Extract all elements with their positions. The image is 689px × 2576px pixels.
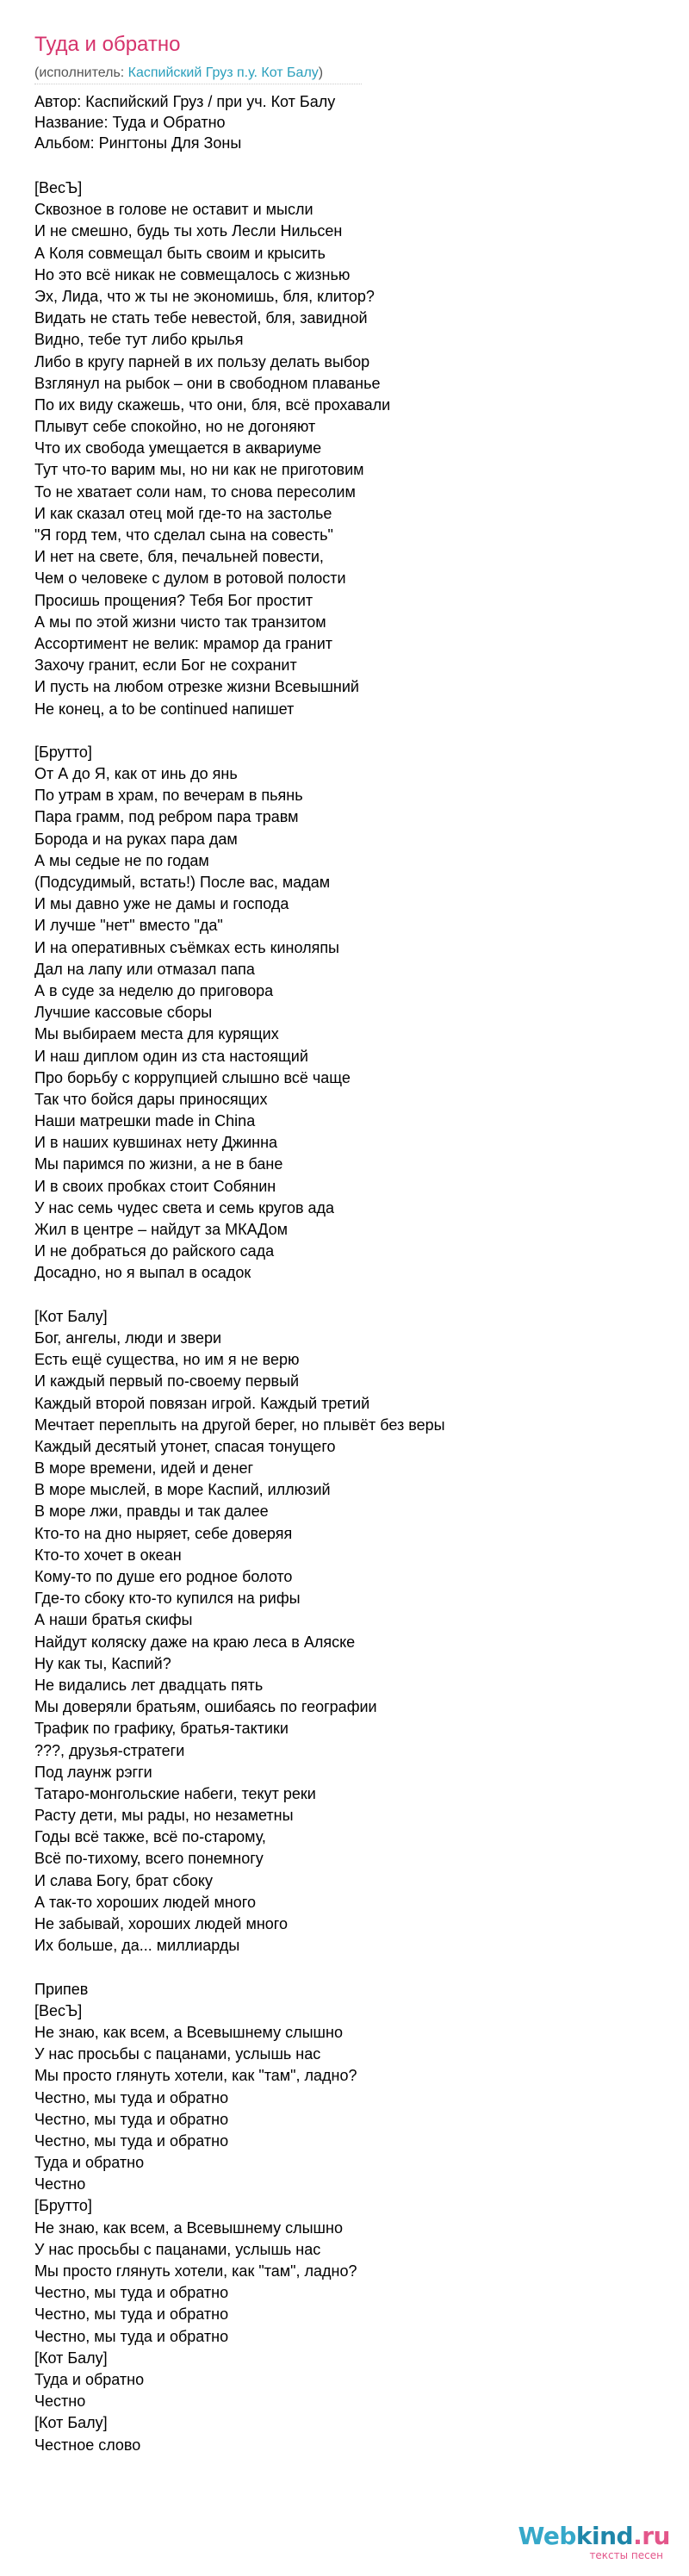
lyric-line: Годы всё также, всё по-старому,	[34, 1828, 266, 1846]
lyric-line: А мы по этой жизни чисто так транзитом	[34, 613, 326, 631]
lyric-line: И в наших кувшинах нету Джинна	[34, 1134, 278, 1152]
lyric-line: Честно, мы туда и обратно	[34, 2284, 229, 2302]
lyric-line: Так что бойся дары приносящих	[34, 1090, 268, 1108]
lyric-line: Их больше, да... миллиарды	[34, 1937, 240, 1955]
lyric-line: Честно, мы туда и обратно	[34, 2110, 229, 2128]
lyric-line: Тут что-то варим мы, но ни как не приготовим	[34, 461, 364, 479]
lyric-line: Каждый второй повязан игрой. Каждый третий	[34, 1394, 370, 1412]
lyric-line: Честно, мы туда и обратно	[34, 2305, 229, 2324]
lyric-line: [Кот Балу]	[34, 2349, 108, 2367]
meta-name: Название: Туда и Обратно	[34, 114, 226, 131]
lyric-line: А Коля совмещал быть своим и крысить	[34, 244, 326, 262]
lyric-line: И слава Богу, брат сбоку	[34, 1871, 213, 1889]
lyric-line: То не хватает соли нам, то снова пересолим	[34, 482, 356, 501]
lyric-line: Мечтает переплыть на другой берег, но плывёт без веры	[34, 1416, 445, 1434]
lyric-line: Мы выбираем места для курящих	[34, 1025, 279, 1043]
meta-author: Автор: Каспийский Груз / при уч. Кот Балу	[34, 93, 336, 110]
lyric-line: Честно, мы туда и обратно	[34, 2131, 229, 2150]
artist-prefix: (исполнитель:	[34, 65, 128, 80]
lyric-line: [Брутто]	[34, 743, 92, 761]
lyric-line: Каждый десятый утонет, спасая тонущего	[34, 1437, 336, 1455]
song-title: Туда и обратно	[34, 33, 181, 56]
lyric-line: Под лаунж рэгги	[34, 1763, 152, 1781]
lyric-line: Чем о человеке с дулом в ротовой полости	[34, 569, 346, 588]
lyric-line: (Подсудимый, встать!) После вас, мадам	[34, 874, 331, 891]
lyric-line: "Я горд тем, что сделал сына на совесть"	[34, 526, 333, 544]
lyric-line: Найдут коляску даже на краю леса в Аляске	[34, 1633, 356, 1651]
lyric-line: Кто-то на дно ныряет, себе доверяя	[34, 1524, 293, 1542]
lyric-line: Трафик по графику, братья-тактики	[34, 1720, 289, 1738]
lyric-line: Мы паримся по жизни, а не в бане	[34, 1155, 283, 1173]
lyric-line: Кто-то хочет в океан	[34, 1546, 182, 1564]
lyric-line: Не конец, а to be continued напишет	[34, 700, 295, 718]
lyric-line: Припев	[34, 1980, 89, 1998]
lyric-line: Про борьбу с коррупцией слышно всё чаще	[34, 1068, 351, 1086]
lyric-line: Эх, Лида, что ж ты не экономишь, бля, клитор?	[34, 287, 375, 305]
webkind-logo[interactable]	[518, 2524, 670, 2560]
lyric-line: А в суде за неделю до приговора	[34, 981, 274, 999]
artist-suffix: )	[318, 65, 324, 80]
lyric-line: Честное слово	[34, 2436, 141, 2454]
lyric-line: Всё по-тихому, всего понемногу	[34, 1850, 264, 1868]
lyric-line: У нас семь чудес света и семь кругов ада	[34, 1198, 335, 1216]
lyric-line: У нас просьбы с пацанами, услышь нас	[34, 2045, 321, 2063]
lyric-line: И лучше "нет" вместо "да"	[34, 917, 223, 935]
lyric-line: [ВесЪ]	[34, 179, 83, 196]
logo-part-web: Web	[518, 2522, 576, 2550]
meta-album: Альбом: Рингтоны Для Зоны	[34, 134, 242, 152]
lyric-line: В море мыслей, в море Каспий, иллюзий	[34, 1481, 331, 1499]
lyric-line: И пусть на любом отрезке жизни Всевышний	[34, 678, 359, 696]
lyric-line: Расту дети, мы рады, но незаметны	[34, 1807, 294, 1825]
lyric-line: Татаро-монгольские набеги, текут реки	[34, 1784, 316, 1802]
lyric-line: Мы просто глянуть хотели, как "там", ладно?	[34, 2262, 357, 2280]
lyrics-text	[34, 177, 445, 2456]
logo-tagline: тексты песен	[589, 2549, 663, 2561]
lyric-line: В море времени, идей и денег	[34, 1459, 254, 1478]
lyric-line: [Кот Балу]	[34, 2414, 108, 2432]
lyric-line: И в своих пробках стоит Собянин	[34, 1177, 276, 1195]
lyric-line: И нет на свете, бля, печальней повести,	[34, 548, 324, 566]
lyric-line: Честно	[34, 2175, 86, 2193]
lyric-line: А так-то хороших людей много	[34, 1893, 256, 1911]
lyric-line: Плывут себе спокойно, но не догоняют	[34, 418, 316, 436]
lyric-line: И на оперативных съёмках есть киноляпы	[34, 938, 339, 956]
artist-line	[34, 65, 323, 81]
lyric-line: Сквозное в голове не оставит и мысли	[34, 201, 313, 219]
lyric-line: В море лжи, правды и так далее	[34, 1503, 269, 1521]
lyric-blank-line	[34, 1285, 445, 1306]
lyric-line: Где-то сбоку кто-то купился на рифы	[34, 1590, 301, 1608]
lyric-line: Досадно, но я выпал в осадок	[34, 1264, 251, 1282]
lyric-line: И наш диплом один из ста настоящий	[34, 1047, 308, 1065]
lyric-line: Не знаю, как всем, а Всевышнему слышно	[34, 2218, 343, 2237]
lyric-line: Туда и обратно	[34, 2154, 145, 2172]
lyric-line: И не смешно, будь ты хоть Лесли Нильсен	[34, 222, 343, 240]
lyric-line: По утрам в храм, по вечерам в пьянь	[34, 787, 303, 805]
lyric-line: Мы просто глянуть хотели, как "там", ладно?	[34, 2067, 357, 2085]
logo-wordmark	[518, 2524, 670, 2548]
lyric-line: И мы давно уже не дамы и господа	[34, 895, 289, 913]
lyric-line: Наши матрешки made in China	[34, 1112, 256, 1130]
lyric-line: Захочу гранит, если Бог не сохранит	[34, 656, 297, 675]
lyric-line: Видать не стать тебе невестой, бля, завидной	[34, 309, 368, 327]
lyric-line: Туда и обратно	[34, 2370, 145, 2388]
logo-tld: ru	[642, 2522, 670, 2550]
lyric-line: Лучшие кассовые сборы	[34, 1004, 213, 1022]
lyric-line: Честно, мы туда и обратно	[34, 2327, 229, 2345]
lyric-line: Дал на лапу или отмазал папа	[34, 960, 255, 978]
lyric-line: [Кот Балу]	[34, 1307, 108, 1325]
lyric-line: Но это всё никак не совмещалось с жизнью	[34, 265, 351, 283]
lyric-line: У нас просьбы с пацанами, услышь нас	[34, 2240, 321, 2258]
lyric-blank-line	[34, 720, 445, 742]
lyric-line: А мы седые не по годам	[34, 851, 209, 869]
lyric-blank-line	[34, 1957, 445, 1978]
lyric-line: Мы доверяли братьям, ошибаясь по географии	[34, 1698, 377, 1716]
lyric-line: Не знаю, как всем, а Всевышнему слышно	[34, 2023, 343, 2041]
logo-part-kind: kind	[575, 2522, 634, 2550]
artist-link[interactable]: Каспийский Груз п.у. Кот Балу	[127, 65, 319, 80]
lyric-line: А наши братья скифы	[34, 1611, 193, 1629]
lyric-line: Жил в центре – найдут за МКАДом	[34, 1221, 288, 1238]
lyric-line: Кому-то по душе его родное болото	[34, 1568, 293, 1585]
lyric-line: Взглянул на рыбок – они в свободном плаванье	[34, 374, 381, 392]
lyric-line: Что их свобода умещается в аквариуме	[34, 439, 322, 457]
lyric-line: Видно, тебе тут либо крылья	[34, 331, 244, 349]
lyric-line: Борода и на руках пара дам	[34, 830, 238, 848]
lyric-line: Ассортимент не велик: мрамор да гранит	[34, 634, 332, 652]
lyric-line: И каждый первый по-своему первый	[34, 1372, 300, 1391]
lyric-line: И как сказал отец мой где-то на застолье	[34, 504, 332, 522]
lyric-line: От А до Я, как от инь до янь	[34, 765, 238, 783]
lyric-line: Не видались лет двадцать пять	[34, 1676, 264, 1694]
lyric-line: Честно, мы туда и обратно	[34, 2088, 229, 2106]
lyric-line: Просишь прощения? Тебя Бог простит	[34, 591, 313, 609]
lyric-line: Бог, ангелы, люди и звери	[34, 1328, 222, 1347]
song-meta	[34, 91, 335, 153]
lyric-line: [ВесЪ]	[34, 2001, 83, 2019]
logo-dot: .	[633, 2522, 642, 2550]
lyric-line: [Брутто]	[34, 2197, 92, 2215]
lyric-line: Честно	[34, 2392, 86, 2411]
lyric-line: Есть ещё существа, но им я не верю	[34, 1351, 300, 1369]
lyric-line: ???, друзья-стратеги	[34, 1741, 185, 1759]
lyric-line: По их виду скажешь, что они, бля, всё прохавали	[34, 395, 391, 414]
lyric-line: Пара грамм, под ребром пара травм	[34, 808, 299, 826]
lyric-line: Не забывай, хороших людей много	[34, 1915, 288, 1932]
lyric-line: Ну как ты, Каспий?	[34, 1654, 171, 1672]
lyric-line: И не добраться до райского сада	[34, 1242, 275, 1260]
lyric-line: Либо в кругу парней в их пользу делать выбор	[34, 352, 370, 370]
